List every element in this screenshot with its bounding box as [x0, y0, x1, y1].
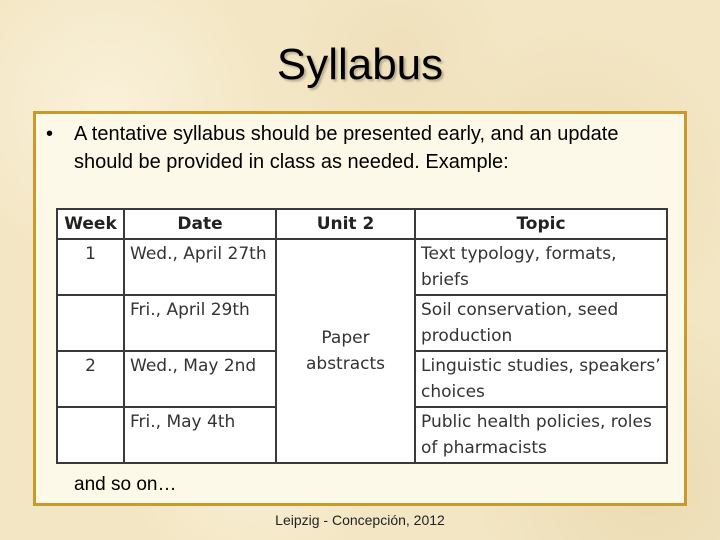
content-box [33, 111, 687, 506]
table-row [57, 239, 667, 295]
topic-cell: Text typology, formats, briefs [415, 239, 667, 295]
week-cell: 2 [57, 351, 124, 407]
bullet-marker: • [46, 123, 54, 145]
table-header-row [57, 209, 667, 239]
header-unit: Unit 2 [276, 209, 415, 239]
week-cell: 1 [57, 239, 124, 295]
header-topic: Topic [415, 209, 667, 239]
week-cell [57, 295, 124, 351]
date-cell: Wed., April 27th [124, 239, 276, 295]
topic-cell: Linguistic studies, speakers’ choices [415, 351, 667, 407]
date-cell: Wed., May 2nd [124, 351, 276, 407]
topic-cell: Soil conservation, seed production [415, 295, 667, 351]
slide-title: Syllabus [276, 40, 444, 89]
header-date: Date [124, 209, 276, 239]
date-cell: Fri., April 29th [124, 295, 276, 351]
header-week: Week [57, 209, 124, 239]
bullet-point [46, 120, 676, 176]
bullet-text: A tentative syllabus should be presented early, and an update should be provided in class as needed. Example: [74, 123, 619, 173]
syllabus-table [56, 208, 668, 464]
unit-cell: Paper abstracts [276, 239, 415, 463]
date-cell: Fri., May 4th [124, 407, 276, 463]
closing-text: and so on… [74, 474, 177, 495]
slide-footer: Leipzig - Concepción, 2012 [275, 512, 445, 528]
topic-cell: Public health policies, roles of pharmacists [415, 407, 667, 463]
week-cell [57, 407, 124, 463]
